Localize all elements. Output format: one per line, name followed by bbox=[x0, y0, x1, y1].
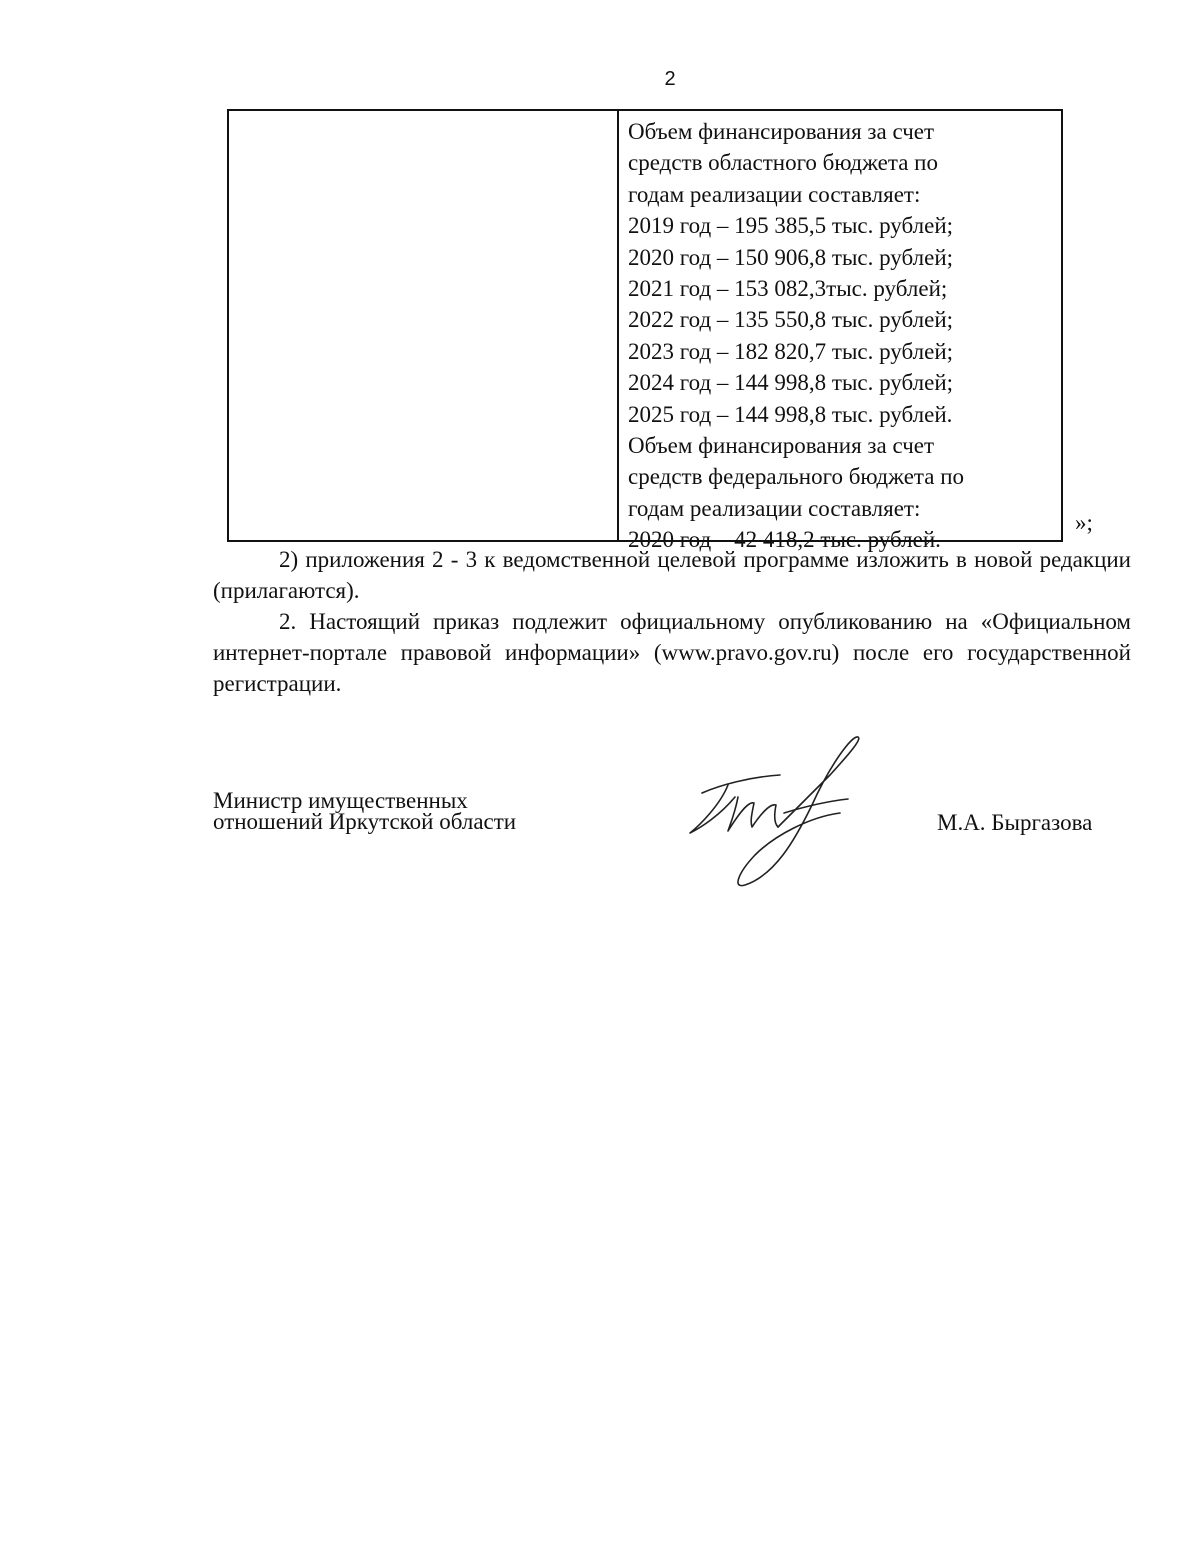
paragraph-point-2: 2. Настоящий приказ подлежит официальному опубликованию на «Официальном интернет-портале правовой информации» (www.pravo.gov.ru) после его государственной регистрации. bbox=[213, 609, 1131, 696]
signer-name: М.А. Быргазова bbox=[937, 810, 1093, 835]
financing-line: Объем финансирования за счет bbox=[628, 119, 935, 144]
closing-quote: »; bbox=[1075, 510, 1093, 535]
financing-line: 2019 год – 195 385,5 тыс. рублей; bbox=[628, 213, 954, 239]
financing-table bbox=[227, 109, 1063, 553]
financing-line: 2025 год – 144 998,8 тыс. рублей. bbox=[628, 401, 953, 427]
table-right-cell bbox=[628, 116, 1058, 556]
financing-line: 2021 год – 153 082,3тыс. рублей; bbox=[628, 276, 948, 302]
page-number: 2 bbox=[664, 68, 676, 90]
financing-line: 2023 год – 182 820,7 тыс. рублей; bbox=[628, 338, 954, 364]
financing-line: 2020 год – 42 418,2 тыс. рублей. bbox=[628, 527, 941, 553]
financing-line: годам реализации составляет: bbox=[628, 181, 921, 207]
financing-line: годам реализации составляет: bbox=[628, 495, 921, 521]
table-column-divider bbox=[617, 111, 619, 540]
signatory-title bbox=[213, 790, 516, 832]
financing-line: 2020 год – 150 906,8 тыс. рублей; bbox=[628, 244, 954, 270]
financing-line: средств федерального бюджета по bbox=[628, 464, 965, 490]
paragraph-item-2: 2) приложения 2 - 3 к ведомственной целевой программе изложить в новой редакции (прилагаются). bbox=[213, 547, 1131, 603]
signatory-title-line-1: Министр имущественных bbox=[213, 788, 468, 813]
signatory-title-line-2: отношений Иркутской области bbox=[213, 809, 517, 834]
financing-line: 2022 год – 135 550,8 тыс. рублей; bbox=[628, 307, 954, 333]
financing-line: средств областного бюджета по bbox=[628, 150, 938, 176]
handwritten-signature bbox=[680, 735, 880, 895]
financing-line: 2024 год – 144 998,8 тыс. рублей; bbox=[628, 370, 954, 396]
financing-line: Объем финансирования за счет bbox=[628, 433, 935, 459]
